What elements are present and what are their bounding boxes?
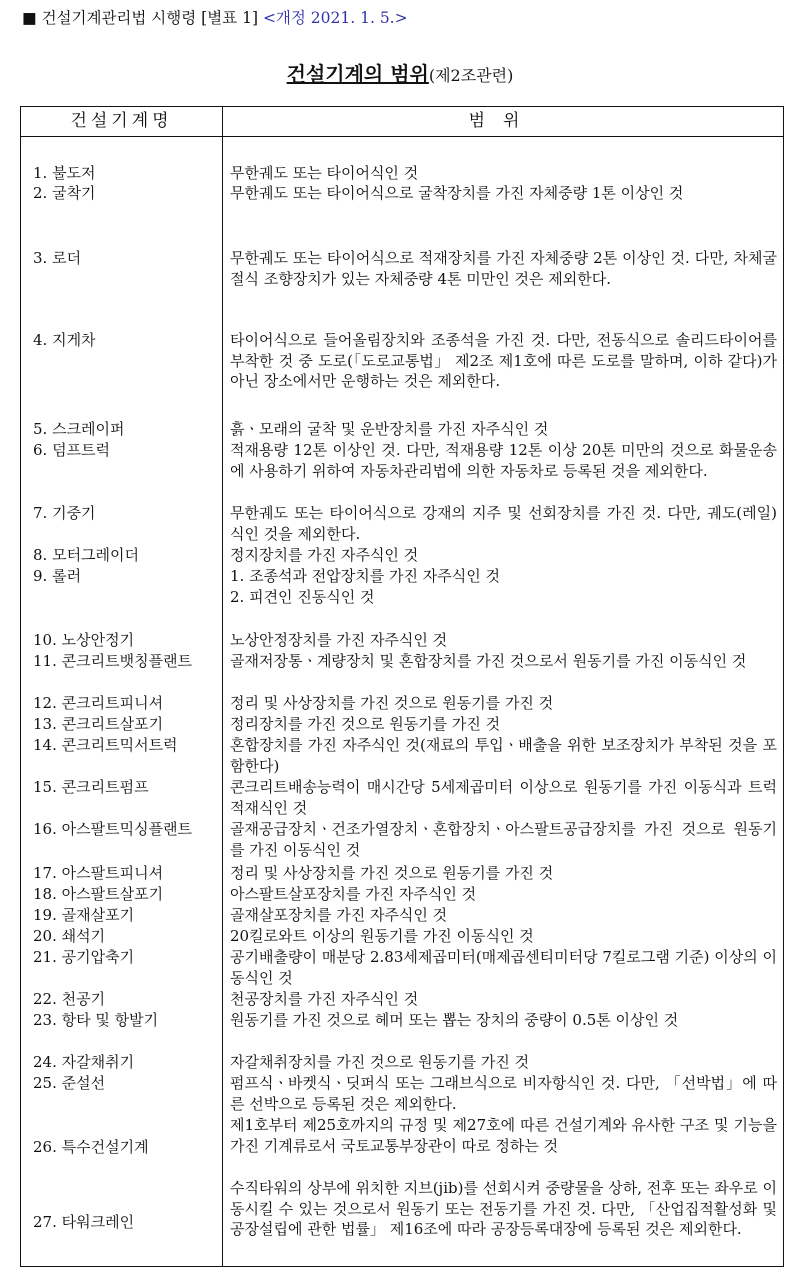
table-row bbox=[21, 651, 784, 693]
table-row bbox=[21, 989, 784, 1010]
equipment-scope: 무한궤도 또는 타이어식으로 강재의 지주 및 선회장치를 가진 것. 다만, 궤도(레일)식인 것을 제외한다. bbox=[223, 503, 784, 545]
equipment-scope: 무한궤도 또는 타이어식으로 굴착장치를 가진 자체중량 1톤 이상인 것 bbox=[223, 183, 784, 248]
equipment-scope bbox=[223, 566, 784, 630]
equipment-name: 18. 아스팔트살포기 bbox=[21, 884, 223, 905]
table-row bbox=[21, 503, 784, 545]
table-row bbox=[21, 1010, 784, 1052]
col-header-name: 건설기계명 bbox=[21, 107, 223, 137]
equipment-scope: 원동기를 가진 것으로 헤머 또는 뽑는 장치의 중량이 0.5톤 이상인 것 bbox=[223, 1010, 784, 1052]
table-row bbox=[21, 947, 784, 989]
table-row bbox=[21, 1052, 784, 1073]
equipment-name: 16. 아스팔트믹싱플랜트 bbox=[21, 819, 223, 863]
equipment-scope: 골재공급장치ㆍ건조가열장치ㆍ혼합장치ㆍ아스팔트공급장치를 가진 것으로 원동기를 가진 이동식인 것 bbox=[223, 819, 784, 863]
equipment-name: 4. 지게차 bbox=[21, 330, 223, 419]
equipment-name: 24. 자갈채취기 bbox=[21, 1052, 223, 1073]
equipment-scope: 혼합장치를 가진 자주식인 것(재료의 투입ㆍ배출을 위한 보조장치가 부착된 것을 포함한다) bbox=[223, 735, 784, 777]
equipment-scope: 타이어식으로 들어올림장치와 조종석을 가진 것. 다만, 전동식으로 솔리드타이어를 부착한 것 중 도로(「도로교통법」 제2조 제1호에 따른 도로를 말하며, 이하 같다)가 아닌 장소에서만 운행하는 것은 제외한다. bbox=[223, 330, 784, 419]
scope-line-2: 2. 피견인 진동식인 것 bbox=[230, 587, 375, 606]
equipment-name: 17. 아스팔트피니셔 bbox=[21, 863, 223, 884]
equipment-name: 19. 골재살포기 bbox=[21, 905, 223, 926]
equipment-scope: 수직타워의 상부에 위치한 지브(jib)를 선회시켜 중량물을 상하, 전후 또는 좌우로 이동시킬 수 있는 것으로서 원동기 또는 전동기를 가진 것. 다만, 「산업집적활성화 및 공장설립에 관한 법률」 제16조에 따라 공장등록대장에 등록된 것은 제외한다. bbox=[223, 1178, 784, 1266]
equipment-scope: 자갈채취장치를 가진 것으로 원동기를 가진 것 bbox=[223, 1052, 784, 1073]
equipment-name: 7. 기중기 bbox=[21, 503, 223, 545]
equipment-name: 3. 로더 bbox=[21, 248, 223, 330]
table-row bbox=[21, 330, 784, 419]
equipment-name: 8. 모터그레이더 bbox=[21, 545, 223, 566]
equipment-name: 14. 콘크리트믹서트럭 bbox=[21, 735, 223, 777]
title-main: 건설기계의 범위 bbox=[286, 62, 429, 86]
equipment-scope: 흙ㆍ모래의 굴착 및 운반장치를 가진 자주식인 것 bbox=[223, 419, 784, 440]
equipment-name: 10. 노상안정기 bbox=[21, 630, 223, 651]
equipment-scope: 골재저장통ㆍ계량장치 및 혼합장치를 가진 것으로서 원동기를 가진 이동식인 것 bbox=[223, 651, 784, 693]
equipment-name: 21. 공기압축기 bbox=[21, 947, 223, 989]
equipment-name: 27. 타워크레인 bbox=[21, 1178, 223, 1266]
equipment-scope: 펌프식ㆍ바켓식ㆍ딧퍼식 또는 그래브식으로 비자항식인 것. 다만, 「선박법」에 따른 선박으로 등록된 것은 제외한다. bbox=[223, 1073, 784, 1115]
table-row bbox=[21, 248, 784, 330]
table-row bbox=[21, 714, 784, 735]
title-sub: (제2조관련) bbox=[428, 66, 514, 85]
table-row bbox=[21, 183, 784, 248]
equipment-name: 11. 콘크리트뱃칭플랜트 bbox=[21, 651, 223, 693]
equipment-scope: 적재용량 12톤 이상인 것. 다만, 적재용량 12톤 이상 20톤 미만의 것으로 화물운송에 사용하기 위하여 자동차관리법에 의한 자동차로 등록된 것을 제외한다. bbox=[223, 440, 784, 503]
equipment-name: 25. 준설선 bbox=[21, 1073, 223, 1115]
table-row bbox=[21, 884, 784, 905]
equipment-name: 5. 스크레이퍼 bbox=[21, 419, 223, 440]
table-row bbox=[21, 1115, 784, 1178]
table-row bbox=[21, 1073, 784, 1115]
table-row bbox=[21, 630, 784, 651]
revision-link[interactable]: <개정 2021. 1. 5.> bbox=[262, 9, 408, 27]
table-row bbox=[21, 545, 784, 566]
table-row bbox=[21, 137, 784, 184]
equipment-name: 26. 특수건설기계 bbox=[21, 1115, 223, 1178]
col-header-scope: 범위 bbox=[223, 107, 784, 137]
equipment-scope: 정리 및 사상장치를 가진 것으로 원동기를 가진 것 bbox=[223, 863, 784, 884]
equipment-name: 22. 천공기 bbox=[21, 989, 223, 1010]
equipment-scope: 정리 및 사상장치를 가진 것으로 원동기를 가진 것 bbox=[223, 693, 784, 714]
equipment-name: 15. 콘크리트펌프 bbox=[21, 777, 223, 819]
table-row bbox=[21, 566, 784, 630]
equipment-scope: 제1호부터 제25호까지의 규정 및 제27호에 따른 건설기계와 유사한 구조 및 기능을 가진 기계류로서 국토교통부장관이 따로 정하는 것 bbox=[223, 1115, 784, 1178]
equipment-scope: 무한궤도 또는 타이어식으로 적재장치를 가진 자체중량 2톤 이상인 것. 다만, 차체굴절식 조향장치가 있는 자체중량 4톤 미만인 것은 제외한다. bbox=[223, 248, 784, 330]
page-title bbox=[0, 58, 800, 87]
equipment-scope: 콘크리트배송능력이 매시간당 5세제곱미터 이상으로 원동기를 가진 이동식과 트럭적재식인 것 bbox=[223, 777, 784, 819]
equipment-name: 1. 불도저 bbox=[21, 137, 223, 184]
table-row bbox=[21, 735, 784, 777]
equipment-name: 23. 항타 및 항발기 bbox=[21, 1010, 223, 1052]
table-row bbox=[21, 440, 784, 503]
equipment-name: 9. 롤러 bbox=[21, 566, 223, 630]
equipment-scope-table bbox=[20, 106, 784, 1267]
document-header bbox=[22, 6, 408, 28]
equipment-scope: 무한궤도 또는 타이어식인 것 bbox=[223, 137, 784, 184]
equipment-scope: 노상안정장치를 가진 자주식인 것 bbox=[223, 630, 784, 651]
equipment-name: 2. 굴착기 bbox=[21, 183, 223, 248]
table-row bbox=[21, 926, 784, 947]
equipment-scope: 20킬로와트 이상의 원동기를 가진 이동식인 것 bbox=[223, 926, 784, 947]
equipment-name: 20. 쇄석기 bbox=[21, 926, 223, 947]
scope-line-1: 1. 조종석과 전압장치를 가진 자주식인 것 bbox=[230, 567, 500, 586]
table-row bbox=[21, 419, 784, 440]
header-label: ■ 건설기계관리법 시행령 [별표 1] bbox=[22, 9, 258, 27]
equipment-name: 6. 덤프트럭 bbox=[21, 440, 223, 503]
equipment-scope: 천공장치를 가진 자주식인 것 bbox=[223, 989, 784, 1010]
table-row bbox=[21, 777, 784, 819]
equipment-scope: 정지장치를 가진 자주식인 것 bbox=[223, 545, 784, 566]
equipment-scope: 정리장치를 가진 것으로 원동기를 가진 것 bbox=[223, 714, 784, 735]
table-header-row bbox=[21, 107, 784, 137]
table-row bbox=[21, 905, 784, 926]
table-row bbox=[21, 863, 784, 884]
equipment-scope: 아스팔트살포장치를 가진 자주식인 것 bbox=[223, 884, 784, 905]
table-row bbox=[21, 1178, 784, 1266]
equipment-scope: 골재살포장치를 가진 자주식인 것 bbox=[223, 905, 784, 926]
table-row bbox=[21, 693, 784, 714]
table-row bbox=[21, 819, 784, 863]
equipment-name: 13. 콘크리트살포기 bbox=[21, 714, 223, 735]
equipment-name: 12. 콘크리트피니셔 bbox=[21, 693, 223, 714]
equipment-scope: 공기배출량이 매분당 2.83세제곱미터(매제곱센티미터당 7킬로그램 기준) 이상의 이동식인 것 bbox=[223, 947, 784, 989]
